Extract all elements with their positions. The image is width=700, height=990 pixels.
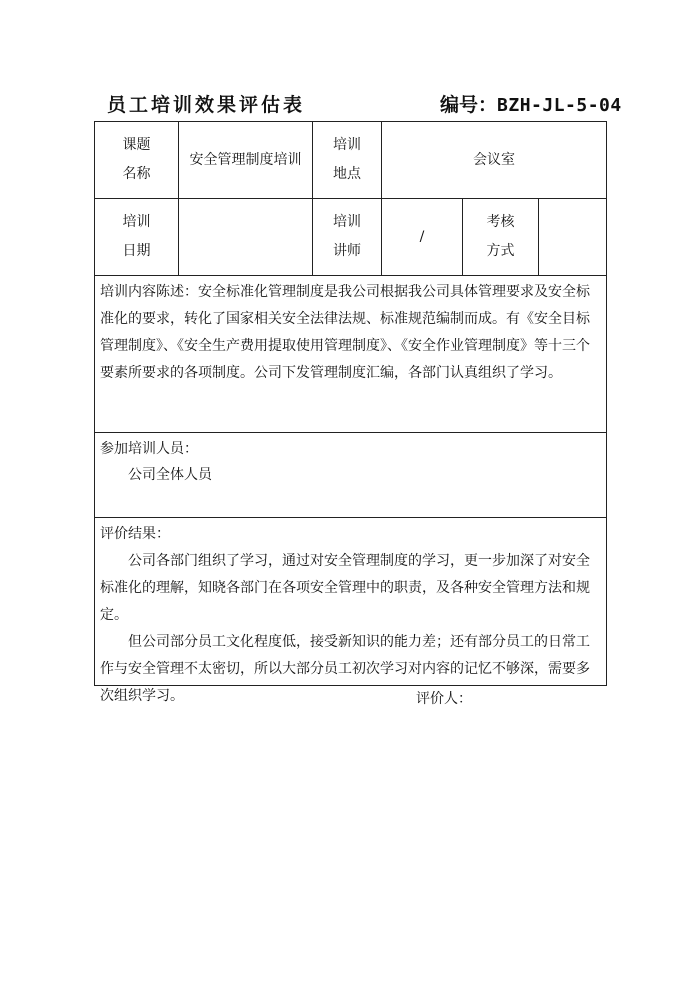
place-label-line2: 地点 <box>333 166 361 182</box>
form-code-value: BZH-JL-5-04 <box>497 95 622 116</box>
topic-label <box>95 122 178 198</box>
date-label-line2: 日期 <box>122 243 151 259</box>
form-title: 员工培训效果评估表 <box>107 94 306 116</box>
form-code <box>440 90 622 117</box>
evaluation-label: 评价结果： <box>100 526 170 542</box>
topic-label-line1: 课题 <box>122 137 151 153</box>
assess-label-line1: 考核 <box>486 214 515 230</box>
lecturer-label-line1: 培训 <box>333 214 361 230</box>
place-label <box>313 122 381 198</box>
form-code-label: 编号： <box>440 94 498 116</box>
table-rule <box>94 432 607 433</box>
date-label <box>95 199 178 275</box>
lecturer-value: / <box>419 228 425 245</box>
place-label-line1: 培训 <box>333 137 361 153</box>
date-label-line1: 培训 <box>122 214 151 230</box>
content-text: 安全标准化管理制度是我公司根据我公司具体管理要求及安全标准化的要求，转化了国家相关安全法律法规、标准规范编制而成。有《安全目标管理制度》、《安全生产费用提取使用管理制度》、《安全作业管理制度》等十三个要素所要求的各项制度。公司下发管理制度汇编，各部门认真组织了学习。 <box>100 284 590 381</box>
participants-label: 参加培训人员： <box>100 441 198 457</box>
lecturer-label <box>313 199 381 275</box>
assess-label <box>463 199 538 275</box>
date-value <box>179 199 312 275</box>
topic-label-line2: 名称 <box>122 166 151 182</box>
place-value: 会议室 <box>473 151 515 168</box>
participants-value: 公司全体人员 <box>128 467 212 483</box>
evaluator-label: 评价人： <box>416 691 472 707</box>
table-rule <box>94 517 607 518</box>
evaluation-section <box>100 521 603 710</box>
assess-label-line2: 方式 <box>486 243 515 259</box>
assess-value <box>539 199 606 275</box>
table-rule <box>94 275 607 276</box>
content-label: 培训内容陈述： <box>100 284 198 300</box>
content-section <box>100 279 603 387</box>
evaluation-paragraph-2: 但公司部分员工文化程度低，接受新知识的能力差；还有部分员工的日常工作与安全管理不太密切，所以大部分员工初次学习对内容的记忆不够深，需要多次组织学习。 <box>100 634 590 704</box>
topic-value: 安全管理制度培训 <box>189 151 302 168</box>
lecturer-label-line2: 讲师 <box>333 243 361 259</box>
evaluation-paragraph-1: 公司各部门组织了学习，通过对安全管理制度的学习，更一步加深了对安全标准化的理解，知晓各部门在各项安全管理中的职责，及各种安全管理方法和规定。 <box>100 553 590 623</box>
